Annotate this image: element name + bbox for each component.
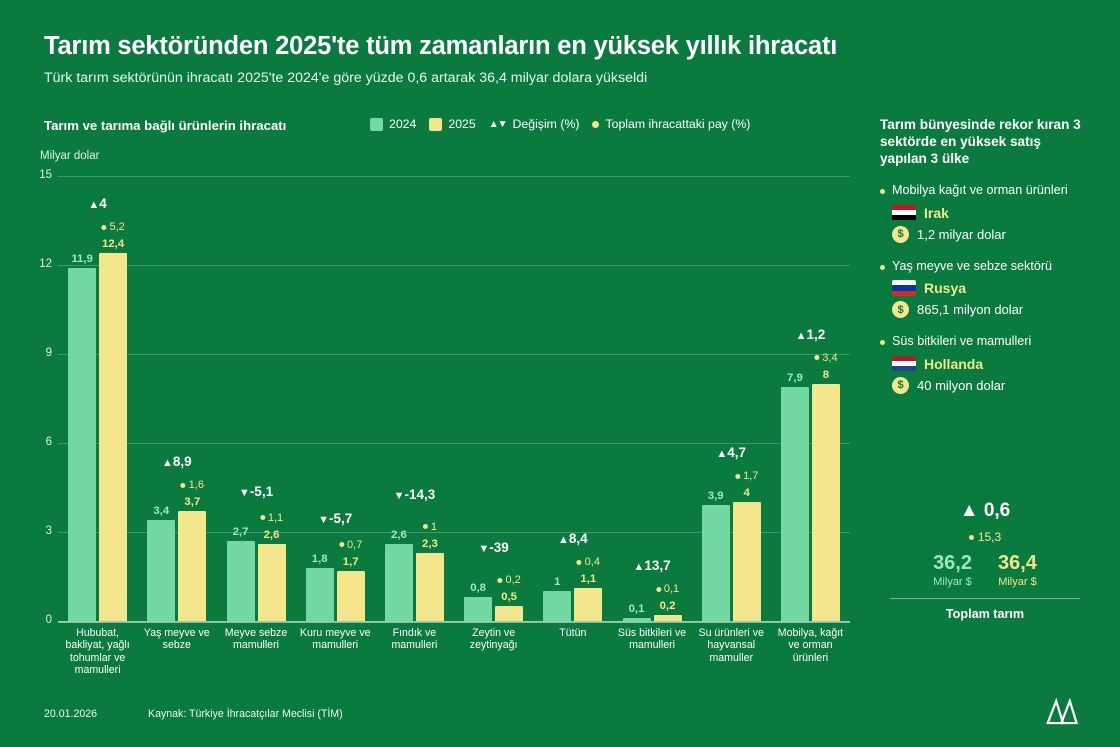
country-name: Rusya: [924, 280, 967, 296]
bar-2025[interactable]: [574, 556, 602, 621]
share-label: 1,6: [181, 479, 204, 491]
dollar-coin-icon: $: [892, 301, 909, 318]
bar-value-2024: 3,4: [153, 505, 170, 518]
change-label: ▲4: [88, 196, 107, 212]
total-share-value: 15,3: [977, 530, 1002, 544]
publish-date: 20.01.2026: [44, 708, 98, 720]
bar-value-2024: 1,8: [311, 552, 328, 565]
bar-value-2025: 1,1: [580, 573, 597, 586]
page-title: Tarım sektöründen 2025'te tüm zamanların en yüksek yıllık ihracatı: [44, 32, 838, 60]
share-label: 1: [423, 521, 437, 533]
country-row: [880, 280, 1090, 296]
flag-icon: [892, 205, 916, 221]
right-panel: [880, 116, 1090, 394]
legend-item-share: [592, 117, 750, 131]
total-2025-value: 36,4: [998, 552, 1037, 574]
bar-value-2024: 1: [554, 576, 561, 589]
bar-value-2024: 7,9: [787, 371, 803, 384]
total-2024-value: 36,2: [933, 552, 972, 574]
legend-label-2025: 2025: [448, 117, 476, 131]
bar-value-2025: 0,5: [501, 591, 518, 604]
bar-value-2025: 3,7: [184, 496, 201, 509]
category-label: Tütün: [559, 627, 587, 639]
total-label: Toplam tarım: [945, 607, 1025, 621]
category-label: Su ürünleri ve hayvansal mamuller: [698, 627, 764, 664]
category-label: Hububat, bakliyat, yağlı tohumlar ve mamulleri: [65, 627, 130, 677]
bar-value-2024: 2,6: [390, 528, 407, 541]
amount-value: 865,1 milyon dolar: [917, 302, 1024, 317]
bar-2024[interactable]: [543, 576, 571, 621]
chart-bars: [58, 176, 850, 621]
bar-value-2024: 3,9: [707, 490, 724, 503]
sector-label: Süs bitkileri ve mamulleri: [880, 334, 1090, 350]
bar-2024[interactable]: [227, 525, 255, 621]
y-axis-tick: 12: [39, 258, 52, 270]
bar-group: [454, 176, 533, 621]
bar-group: [137, 176, 216, 621]
chart-legend-title: Tarım ve tarıma bağlı ürünlerin ihracatı: [44, 118, 287, 133]
total-2025: [998, 552, 1037, 588]
category-label: Mobilya, kağıt ve orman ürünleri: [777, 627, 844, 664]
bar-value-2024: 11,9: [71, 252, 93, 265]
bar-2024[interactable]: [306, 552, 334, 621]
bar-group: [58, 176, 137, 621]
category-label: Zeytin ve zeytinyağı: [469, 627, 518, 652]
legend-label-2024: 2024: [389, 117, 417, 131]
amount-row: [880, 377, 1090, 394]
dollar-coin-icon: $: [892, 377, 909, 394]
sector-label: Mobilya kağıt ve orman ürünleri: [880, 183, 1090, 199]
right-panel-item: [880, 183, 1090, 243]
bar-value-2024: 2,7: [232, 525, 249, 538]
category-label: Yaş meyve ve sebze: [143, 627, 210, 652]
bar-group: [692, 176, 771, 621]
amount-value: 40 milyon dolar: [917, 377, 1006, 393]
right-panel-items: [880, 183, 1090, 394]
share-label: 0,7: [339, 539, 362, 551]
bar-2024[interactable]: [464, 582, 492, 621]
country-name: Irak: [924, 204, 949, 221]
dot-icon: [969, 535, 974, 540]
total-summary: [880, 500, 1090, 621]
right-panel-item: [880, 259, 1090, 319]
bar-group: [296, 176, 375, 621]
divider: [890, 598, 1080, 599]
triangle-up-down-icon: ▲▼: [488, 118, 507, 130]
change-label: ▲4,7: [716, 445, 747, 461]
change-label: ▼-5,1: [238, 483, 274, 499]
flag-icon: [892, 356, 916, 372]
bar-chart: [39, 169, 850, 626]
bar-value-2025: 1,7: [342, 555, 359, 568]
total-values: [880, 552, 1090, 588]
bar-2025[interactable]: [812, 351, 840, 621]
change-label: ▼-5,7: [318, 510, 353, 526]
bar-value-2025: 8: [822, 368, 830, 381]
bar-value-2024: 0,8: [470, 582, 487, 595]
bar-2024[interactable]: [385, 528, 413, 621]
dollar-coin-icon: $: [892, 226, 909, 243]
legend-item-2024: [370, 117, 416, 131]
bar-2025[interactable]: [416, 520, 444, 621]
legend-label-share: Toplam ihracattaki pay (%): [605, 117, 751, 131]
bar-value-2024: 0,1: [628, 603, 645, 616]
bar-value-2025: 2,6: [263, 528, 280, 541]
y-axis-tick: 15: [39, 169, 52, 181]
total-share: [880, 530, 1090, 544]
bar-group: [375, 176, 454, 621]
bar-group: [533, 176, 612, 621]
right-panel-title: Tarım bünyesinde rekor kıran 3 sektörde en yüksek satış yapılan 3 ülke: [880, 117, 1081, 166]
category-label: Meyve sebze mamulleri: [224, 627, 288, 652]
total-2025-unit: Milyar $: [998, 576, 1037, 588]
chart-legend: [370, 117, 750, 131]
country-name: Hollanda: [924, 355, 984, 372]
change-label: ▲8,9: [161, 454, 192, 470]
legend-label-change: Değişim (%): [512, 117, 580, 131]
change-label: ▲1,2: [795, 326, 826, 342]
legend-item-2025: [429, 117, 475, 131]
country-row: [880, 205, 1090, 221]
bar-2025[interactable]: [337, 538, 365, 621]
bar-2025[interactable]: [258, 511, 286, 621]
aa-logo-icon: [1046, 697, 1080, 727]
bar-2025[interactable]: [178, 479, 206, 621]
bar-2025[interactable]: [733, 470, 761, 621]
legend-item-change: [489, 117, 580, 131]
bar-value-2025: 2,3: [421, 537, 438, 550]
legend-swatch-2025: [429, 118, 442, 131]
y-axis-tick: 9: [45, 347, 52, 359]
bar-2024[interactable]: [68, 252, 96, 621]
y-axis-tick: 0: [45, 614, 52, 626]
share-label: 0,4: [577, 556, 600, 568]
dot-icon: [592, 121, 599, 128]
category-label: Kuru meyve ve mamulleri: [299, 627, 371, 652]
amount-row: [880, 226, 1090, 243]
sector-label: Yaş meyve ve sebze sektörü: [880, 259, 1090, 275]
share-label: 1,1: [260, 512, 283, 524]
amount-row: [880, 301, 1090, 318]
bar-value-2025: 4: [743, 487, 750, 500]
country-row: [880, 356, 1090, 372]
share-label: 5,2: [101, 221, 124, 233]
source-note: Kaynak: Türkiye İhracatçılar Meclisi (TİM): [148, 708, 343, 720]
legend-swatch-2024: [370, 118, 383, 131]
bar-2025[interactable]: [495, 574, 523, 621]
total-2024: [933, 552, 972, 588]
bar-2024[interactable]: [781, 371, 809, 621]
bar-group: [612, 176, 691, 621]
y-axis-unit: Milyar dolar: [40, 150, 100, 162]
x-axis-category-labels: [58, 627, 850, 677]
bar-2025[interactable]: [99, 221, 127, 621]
share-label: 0,2: [497, 574, 520, 586]
bar-group: [771, 176, 850, 621]
change-label: ▲13,7: [633, 558, 671, 574]
y-axis-tick: 3: [45, 525, 52, 537]
change-label: ▼-14,3: [393, 486, 436, 502]
share-label: 0,1: [656, 583, 679, 595]
bar-group: [216, 176, 295, 621]
share-label: 1,7: [735, 470, 758, 482]
right-panel-item: [880, 334, 1090, 394]
amount-value: 1,2 milyar dolar: [917, 226, 1006, 242]
change-label: ▼-39: [478, 540, 509, 556]
page-subtitle: Türk tarım sektörünün ihracatı 2025'te 2024'e göre yüzde 0,6 artarak 36,4 milyar dolara yükseldi: [44, 70, 648, 86]
category-label: Süs bitkileri ve mamulleri: [617, 627, 687, 652]
total-2024-unit: Milyar $: [933, 576, 972, 588]
bar-2024[interactable]: [147, 505, 175, 621]
category-label: Fındık ve mamulleri: [391, 627, 438, 652]
total-change: ▲ 0,6: [959, 500, 1011, 521]
bar-value-2025: 12,4: [102, 238, 125, 251]
y-axis-tick: 6: [45, 436, 52, 448]
bar-2024[interactable]: [702, 490, 730, 621]
x-axis-line: [58, 621, 850, 623]
flag-icon: [892, 280, 916, 296]
bar-value-2025: 0,2: [659, 600, 676, 613]
change-label: ▲8,4: [557, 531, 588, 547]
share-label: 3,4: [814, 352, 837, 364]
